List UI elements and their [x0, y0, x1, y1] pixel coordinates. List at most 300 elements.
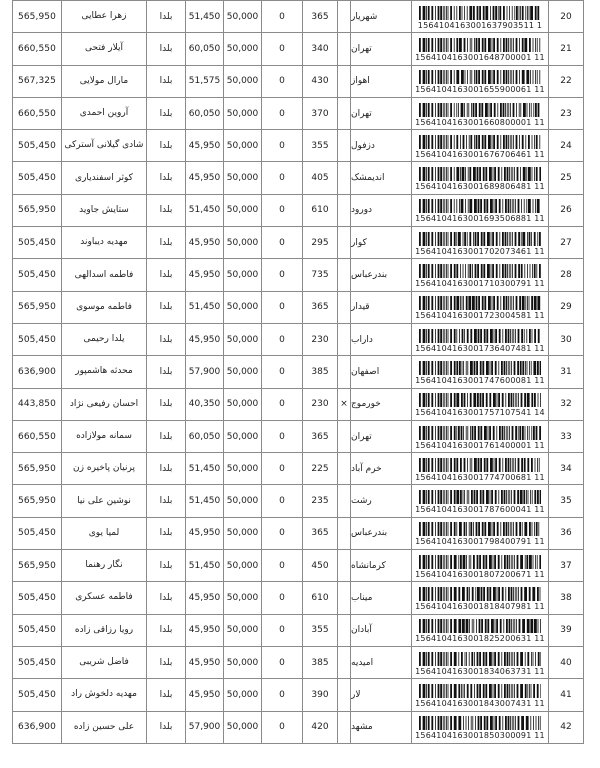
value-b-cell: 50,000	[224, 485, 262, 517]
type-cell: بلدا	[147, 646, 186, 678]
value-a-cell: 45,950	[186, 130, 224, 162]
tracking-code-text: 1564104163001818407981 11	[415, 601, 545, 611]
value-b-cell: 50,000	[224, 1, 262, 33]
type-cell: بلدا	[147, 356, 186, 388]
value-b-cell: 50,000	[224, 194, 262, 226]
amount-cell: 660,550	[13, 420, 62, 452]
row-number-cell: 22	[549, 65, 584, 97]
barcode-graphic	[419, 490, 541, 504]
value-a-cell: 60,050	[186, 97, 224, 129]
amount-cell: 505,450	[13, 517, 62, 549]
tracking-code-text: 1564104163001723004581 11	[415, 311, 545, 321]
weight-cell: 355	[303, 614, 338, 646]
weight-cell: 365	[303, 517, 338, 549]
tracking-code-text: 1564104163001850300091 11	[415, 731, 545, 741]
type-cell: بلدا	[147, 227, 186, 259]
row-number-cell: 28	[549, 259, 584, 291]
zero-cell: 0	[262, 65, 303, 97]
city-cell: داراب	[351, 323, 412, 355]
weight-cell: 365	[303, 420, 338, 452]
mark-cell	[338, 614, 351, 646]
tracking-code-text: 1564104163001798400791 11	[415, 537, 545, 547]
tracking-code-text: 1564104163001834063731 11	[415, 666, 545, 676]
zero-cell: 0	[262, 550, 303, 582]
row-number-cell: 37	[549, 550, 584, 582]
row-number-cell: 21	[549, 33, 584, 65]
amount-cell: 565,950	[13, 485, 62, 517]
amount-cell: 505,450	[13, 259, 62, 291]
mark-cell	[338, 97, 351, 129]
tracking-code-text: 1564104163001757107541 14	[415, 408, 545, 418]
city-cell: کوار	[351, 227, 412, 259]
mark-cell	[338, 1, 351, 33]
recipient-name-cell: رویا رزاقی زاده	[62, 614, 147, 646]
zero-cell: 0	[262, 1, 303, 33]
tracking-code-cell	[412, 162, 549, 194]
weight-cell: 230	[303, 388, 338, 420]
zero-cell: 0	[262, 356, 303, 388]
barcode-graphic	[419, 135, 541, 149]
mark-cell	[338, 65, 351, 97]
mark-cell	[338, 550, 351, 582]
tracking-code-cell	[412, 388, 549, 420]
weight-cell: 225	[303, 453, 338, 485]
barcode-graphic	[419, 555, 541, 569]
mark-cell	[338, 582, 351, 614]
tracking-code-cell	[412, 65, 549, 97]
row-number-cell: 42	[549, 711, 584, 743]
barcode-graphic	[419, 716, 541, 730]
recipient-name-cell: لمیا یوی	[62, 517, 147, 549]
value-a-cell: 51,450	[186, 550, 224, 582]
weight-cell: 420	[303, 711, 338, 743]
weight-cell: 385	[303, 356, 338, 388]
weight-cell: 295	[303, 227, 338, 259]
barcode-graphic	[419, 167, 541, 181]
weight-cell: 735	[303, 259, 338, 291]
tracking-code-text: 1564104163001660800001 11	[415, 117, 545, 127]
weight-cell: 450	[303, 550, 338, 582]
recipient-name-cell: احسان رفیعی نژاد	[62, 388, 147, 420]
value-a-cell: 45,950	[186, 646, 224, 678]
zero-cell: 0	[262, 130, 303, 162]
row-number-cell: 27	[549, 227, 584, 259]
mark-cell	[338, 711, 351, 743]
value-b-cell: 50,000	[224, 420, 262, 452]
mark-cell	[338, 356, 351, 388]
tracking-code-text: 1564104163001693506881 11	[415, 214, 545, 224]
recipient-name-cell: زهرا عطایی	[62, 1, 147, 33]
tracking-code-text: 1564104163001702073461 11	[415, 246, 545, 256]
tracking-code-cell	[412, 33, 549, 65]
row-number-cell: 26	[549, 194, 584, 226]
tracking-code-cell	[412, 517, 549, 549]
amount-cell: 660,550	[13, 33, 62, 65]
amount-cell: 565,950	[13, 550, 62, 582]
weight-cell: 365	[303, 1, 338, 33]
table-row	[13, 582, 584, 614]
tracking-code-text: 1564104163001637903511 1	[417, 20, 543, 30]
value-b-cell: 50,000	[224, 323, 262, 355]
mark-cell	[338, 323, 351, 355]
value-a-cell: 60,050	[186, 33, 224, 65]
weight-cell: 610	[303, 582, 338, 614]
tracking-code-text: 1564104163001736407481 11	[415, 343, 545, 353]
value-a-cell: 45,950	[186, 517, 224, 549]
value-b-cell: 50,000	[224, 388, 262, 420]
value-a-cell: 57,900	[186, 356, 224, 388]
row-number-cell: 41	[549, 679, 584, 711]
amount-cell: 565,950	[13, 453, 62, 485]
type-cell: بلدا	[147, 259, 186, 291]
value-b-cell: 50,000	[224, 614, 262, 646]
recipient-name-cell: نگار رهنما	[62, 550, 147, 582]
value-a-cell: 51,450	[186, 1, 224, 33]
mark-cell	[338, 420, 351, 452]
amount-cell: 505,450	[13, 614, 62, 646]
barcode-graphic	[419, 103, 541, 117]
city-cell: بندرعباس	[351, 517, 412, 549]
value-a-cell: 51,450	[186, 485, 224, 517]
recipient-name-cell: مارال مولایی	[62, 65, 147, 97]
recipient-name-cell: شادی گیلانی آستركی	[62, 130, 147, 162]
table-row	[13, 323, 584, 355]
value-a-cell: 45,950	[186, 227, 224, 259]
value-a-cell: 45,950	[186, 162, 224, 194]
zero-cell: 0	[262, 679, 303, 711]
row-number-cell: 33	[549, 420, 584, 452]
tracking-code-cell	[412, 323, 549, 355]
value-b-cell: 50,000	[224, 356, 262, 388]
type-cell: بلدا	[147, 711, 186, 743]
value-a-cell: 45,950	[186, 323, 224, 355]
tracking-code-text: 1564104163001747600081 11	[415, 375, 545, 385]
zero-cell: 0	[262, 485, 303, 517]
tracking-code-cell	[412, 130, 549, 162]
row-number-cell: 25	[549, 162, 584, 194]
weight-cell: 390	[303, 679, 338, 711]
tracking-code-text: 1564104163001825200631 11	[415, 634, 545, 644]
type-cell: بلدا	[147, 97, 186, 129]
weight-cell: 365	[303, 291, 338, 323]
mark-cell	[338, 130, 351, 162]
table-row	[13, 485, 584, 517]
table-row	[13, 1, 584, 33]
city-cell: امیدیه	[351, 646, 412, 678]
recipient-name-cell: فاطمه اسدالهی	[62, 259, 147, 291]
recipient-name-cell: آروین احمدی	[62, 97, 147, 129]
city-cell: میناب	[351, 582, 412, 614]
tracking-code-cell	[412, 227, 549, 259]
weight-cell: 610	[303, 194, 338, 226]
amount-cell: 505,450	[13, 582, 62, 614]
value-a-cell: 45,950	[186, 582, 224, 614]
zero-cell: 0	[262, 646, 303, 678]
value-a-cell: 51,575	[186, 65, 224, 97]
zero-cell: 0	[262, 388, 303, 420]
weight-cell: 230	[303, 323, 338, 355]
recipient-name-cell: پرنیان پاخیره زن	[62, 453, 147, 485]
barcode-graphic	[419, 296, 541, 310]
table-row	[13, 646, 584, 678]
table-row	[13, 130, 584, 162]
mark-cell	[338, 259, 351, 291]
tracking-code-text: 1564104163001648700001 11	[415, 52, 545, 62]
table-row	[13, 97, 584, 129]
amount-cell: 505,450	[13, 323, 62, 355]
weight-cell: 355	[303, 130, 338, 162]
tracking-code-text: 1564104163001655900061 11	[415, 85, 545, 95]
recipient-name-cell: یلدا رحیمی	[62, 323, 147, 355]
barcode-graphic	[419, 522, 541, 536]
weight-cell: 235	[303, 485, 338, 517]
tracking-code-text: 1564104163001761400001 11	[415, 440, 545, 450]
value-a-cell: 51,450	[186, 194, 224, 226]
value-a-cell: 51,450	[186, 453, 224, 485]
barcode-graphic	[419, 264, 541, 278]
zero-cell: 0	[262, 614, 303, 646]
tracking-code-cell	[412, 582, 549, 614]
city-cell: دزفول	[351, 130, 412, 162]
mark-cell	[338, 517, 351, 549]
zero-cell: 0	[262, 162, 303, 194]
table-row	[13, 388, 584, 420]
amount-cell: 636,900	[13, 711, 62, 743]
amount-cell: 565,950	[13, 291, 62, 323]
table-row	[13, 711, 584, 743]
type-cell: بلدا	[147, 517, 186, 549]
recipient-name-cell: سمانه مولازاده	[62, 420, 147, 452]
weight-cell: 385	[303, 646, 338, 678]
row-number-cell: 20	[549, 1, 584, 33]
zero-cell: 0	[262, 453, 303, 485]
value-b-cell: 50,000	[224, 517, 262, 549]
mark-cell	[338, 485, 351, 517]
city-cell: تهران	[351, 97, 412, 129]
type-cell: بلدا	[147, 614, 186, 646]
city-cell: خورموج	[351, 388, 412, 420]
table-row	[13, 65, 584, 97]
value-a-cell: 51,450	[186, 291, 224, 323]
value-b-cell: 50,000	[224, 291, 262, 323]
tracking-code-cell	[412, 679, 549, 711]
tracking-code-cell	[412, 711, 549, 743]
row-number-cell: 34	[549, 453, 584, 485]
barcode-graphic	[419, 38, 541, 52]
zero-cell: 0	[262, 291, 303, 323]
row-number-cell: 29	[549, 291, 584, 323]
amount-cell: 567,325	[13, 65, 62, 97]
type-cell: بلدا	[147, 388, 186, 420]
zero-cell: 0	[262, 97, 303, 129]
zero-cell: 0	[262, 259, 303, 291]
weight-cell: 405	[303, 162, 338, 194]
city-cell: بندرعباس	[351, 259, 412, 291]
tracking-code-cell	[412, 194, 549, 226]
barcode-graphic	[419, 426, 541, 440]
barcode-graphic	[419, 199, 541, 213]
city-cell: رشت	[351, 485, 412, 517]
value-b-cell: 50,000	[224, 550, 262, 582]
recipient-name-cell: علی حسین زاده	[62, 711, 147, 743]
recipient-name-cell: کوثر اسفندیاری	[62, 162, 147, 194]
tracking-code-text: 1564104163001676706461 11	[415, 149, 545, 159]
mark-cell	[338, 227, 351, 259]
value-b-cell: 50,000	[224, 227, 262, 259]
tracking-code-cell	[412, 614, 549, 646]
table-row	[13, 259, 584, 291]
recipient-name-cell: محدثه هاشمپور	[62, 356, 147, 388]
value-b-cell: 50,000	[224, 130, 262, 162]
value-a-cell: 60,050	[186, 420, 224, 452]
city-cell: شهریار	[351, 1, 412, 33]
amount-cell: 505,450	[13, 162, 62, 194]
city-cell: دورود	[351, 194, 412, 226]
row-number-cell: 31	[549, 356, 584, 388]
tracking-code-text: 1564104163001774700681 11	[415, 472, 545, 482]
recipient-name-cell: فاطمه موسوی	[62, 291, 147, 323]
amount-cell: 443,850	[13, 388, 62, 420]
mark-cell	[338, 453, 351, 485]
mark-cell	[338, 646, 351, 678]
tracking-code-text: 1564104163001843007431 11	[415, 698, 545, 708]
tracking-code-text: 1564104163001689806481 11	[415, 182, 545, 192]
type-cell: بلدا	[147, 1, 186, 33]
amount-cell: 565,950	[13, 1, 62, 33]
zero-cell: 0	[262, 194, 303, 226]
type-cell: بلدا	[147, 194, 186, 226]
tracking-code-text: 1564104163001807200671 11	[415, 569, 545, 579]
type-cell: بلدا	[147, 33, 186, 65]
value-b-cell: 50,000	[224, 33, 262, 65]
tracking-code-cell	[412, 1, 549, 33]
value-a-cell: 57,900	[186, 711, 224, 743]
recipient-name-cell: مهدیه دیباوند	[62, 227, 147, 259]
city-cell: اندیمشک	[351, 162, 412, 194]
tracking-code-cell	[412, 420, 549, 452]
value-b-cell: 50,000	[224, 711, 262, 743]
type-cell: بلدا	[147, 679, 186, 711]
mark-cell	[338, 679, 351, 711]
zero-cell: 0	[262, 711, 303, 743]
row-number-cell: 23	[549, 97, 584, 129]
city-cell: اصفهان	[351, 356, 412, 388]
row-number-cell: 38	[549, 582, 584, 614]
table-row	[13, 162, 584, 194]
row-number-cell: 39	[549, 614, 584, 646]
zero-cell: 0	[262, 227, 303, 259]
weight-cell: 370	[303, 97, 338, 129]
zero-cell: 0	[262, 33, 303, 65]
recipient-name-cell: فاطمه عسکری	[62, 582, 147, 614]
row-number-cell: 35	[549, 485, 584, 517]
table-row	[13, 33, 584, 65]
tracking-code-text: 1564104163001710300791 11	[415, 279, 545, 289]
amount-cell: 505,450	[13, 646, 62, 678]
value-b-cell: 50,000	[224, 65, 262, 97]
recipient-name-cell: نوشین علی نیا	[62, 485, 147, 517]
type-cell: بلدا	[147, 162, 186, 194]
tracking-code-text: 1564104163001787600041 11	[415, 505, 545, 515]
value-a-cell: 45,950	[186, 614, 224, 646]
city-cell: قیدار	[351, 291, 412, 323]
barcode-graphic	[419, 652, 541, 666]
zero-cell: 0	[262, 517, 303, 549]
table-body	[13, 1, 584, 744]
table-row	[13, 517, 584, 549]
type-cell: بلدا	[147, 323, 186, 355]
table-row	[13, 291, 584, 323]
barcode-graphic	[419, 393, 541, 407]
zero-cell: 0	[262, 420, 303, 452]
barcode-graphic	[419, 70, 541, 84]
recipient-name-cell: ستایش جاوید	[62, 194, 147, 226]
mark-cell	[338, 291, 351, 323]
tracking-code-cell	[412, 356, 549, 388]
value-b-cell: 50,000	[224, 646, 262, 678]
mark-cell	[338, 194, 351, 226]
tracking-code-cell	[412, 550, 549, 582]
city-cell: اهواز	[351, 65, 412, 97]
tracking-code-cell	[412, 259, 549, 291]
table-row	[13, 550, 584, 582]
weight-cell: 430	[303, 65, 338, 97]
amount-cell: 505,450	[13, 130, 62, 162]
row-number-cell: 30	[549, 323, 584, 355]
barcode-graphic	[419, 619, 541, 633]
row-number-cell: 36	[549, 517, 584, 549]
row-number-cell: 24	[549, 130, 584, 162]
tracking-code-cell	[412, 291, 549, 323]
tracking-code-cell	[412, 485, 549, 517]
barcode-graphic	[419, 684, 541, 698]
city-cell: لار	[351, 679, 412, 711]
value-b-cell: 50,000	[224, 582, 262, 614]
type-cell: بلدا	[147, 420, 186, 452]
amount-cell: 505,450	[13, 227, 62, 259]
recipient-name-cell: فاضل شریبی	[62, 646, 147, 678]
amount-cell: 565,950	[13, 194, 62, 226]
table-row	[13, 453, 584, 485]
zero-cell: 0	[262, 582, 303, 614]
barcode-graphic	[419, 458, 541, 472]
mark-cell: ×	[338, 388, 351, 420]
amount-cell: 660,550	[13, 97, 62, 129]
value-b-cell: 50,000	[224, 162, 262, 194]
type-cell: بلدا	[147, 485, 186, 517]
shipment-table	[12, 0, 584, 744]
table-row	[13, 679, 584, 711]
type-cell: بلدا	[147, 65, 186, 97]
recipient-name-cell: مهدیه دلخوش راد	[62, 679, 147, 711]
row-number-cell: 32	[549, 388, 584, 420]
type-cell: بلدا	[147, 582, 186, 614]
value-b-cell: 50,000	[224, 679, 262, 711]
amount-cell: 505,450	[13, 679, 62, 711]
mark-cell	[338, 33, 351, 65]
table-row	[13, 420, 584, 452]
weight-cell: 340	[303, 33, 338, 65]
city-cell: کرمانشاه	[351, 550, 412, 582]
barcode-graphic	[419, 232, 541, 246]
barcode-graphic	[419, 587, 541, 601]
value-b-cell: 50,000	[224, 259, 262, 291]
city-cell: تهران	[351, 420, 412, 452]
zero-cell: 0	[262, 323, 303, 355]
type-cell: بلدا	[147, 291, 186, 323]
city-cell: مشهد	[351, 711, 412, 743]
type-cell: بلدا	[147, 550, 186, 582]
